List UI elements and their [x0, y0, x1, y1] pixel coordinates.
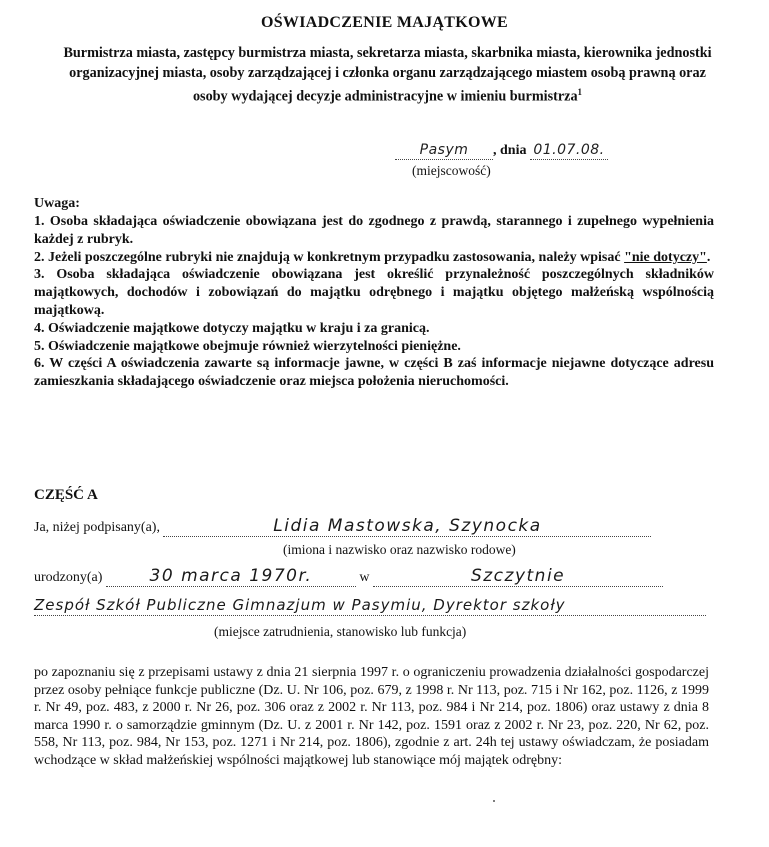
note-item-5: 5. Oświadczenie majątkowe obejmuje również wierzytelności pieniężne.	[34, 338, 461, 354]
note-item-6: 6. W części A oświadczenia zawarte są informacje jawne, w części B zaś informacje niejawne dotyczące adresu zamieszkania składającego oświadczenie oraz miejsca położenia nieruchomości.	[34, 356, 714, 390]
document-subtitle	[60, 44, 715, 107]
born-in-label: w	[359, 570, 370, 585]
name-value: Lidia Mastowska, Szynocka	[273, 516, 542, 536]
born-date-value: 30 marca 1970r.	[149, 566, 313, 586]
born-place-value: Szczytnie	[470, 566, 566, 586]
place-value: Pasym	[419, 142, 469, 158]
born-date-field	[106, 566, 356, 587]
note-item-2	[34, 249, 714, 267]
born-label: urodzony(a)	[34, 570, 103, 585]
place-caption: (miejscowość)	[412, 163, 491, 178]
employment-value: Zespół Szkół Publiczne Gimnazjum w Pasymiu, Dyrektor szkoły	[34, 596, 566, 614]
note-item-2-quoted: "nie dotyczy"	[624, 249, 707, 265]
name-label: Ja, niżej podpisany(a),	[34, 520, 160, 535]
document-title: OŚWIADCZENIE MAJĄTKOWE	[260, 14, 509, 31]
note-item-4: 4. Oświadczenie majątkowe dotyczy majątku w kraju i za granicą.	[34, 320, 430, 336]
subtitle-footnote: 1	[577, 87, 583, 97]
date-value: 01.07.08.	[533, 142, 605, 158]
employment-field	[34, 596, 706, 616]
name-row	[34, 516, 651, 537]
place-date-line	[395, 142, 608, 160]
note-item-3: 3. Osoba składająca oświadczenie obowiązana jest określić przynależność poszczególnych składników majątkowych, dochodów i zobowiązań do majątku odrębnego i majątku objętego małżeńską wspólnością majątkową.	[34, 267, 714, 318]
notes-list	[34, 213, 714, 391]
employment-row	[34, 596, 706, 616]
note-item-1: 1. Osoba składająca oświadczenie obowiązana jest do zgodnego z prawdą, starannego i zupełnego wypełnienia każdej z rubryk.	[34, 214, 714, 247]
born-place-field	[373, 566, 663, 587]
date-label: , dnia	[493, 143, 527, 158]
declaration-body	[34, 664, 709, 770]
place-field	[395, 142, 493, 160]
note-item-2-end: .	[706, 249, 711, 265]
subtitle-text: Burmistrza miasta, zastępcy burmistrza miasta, sekretarza miasta, skarbnika miasta, kierownika jednostki organizacyjnej miasta, osoby zarządzającej i członka organu zarządzającego miastem osobą prawną oraz osoby wydającej decyzje administracyjne w imieniu burmistrza	[63, 45, 712, 105]
scan-speck	[493, 800, 495, 802]
name-field	[163, 516, 651, 537]
name-caption: (imiona i nazwisko oraz nazwisko rodowe)	[283, 542, 516, 557]
declaration-paragraph: po zapoznaniu się z przepisami ustawy z dnia 21 sierpnia 1997 r. o ograniczeniu prowadzenia działalności gospodarczej przez osoby pełniące funkcje publiczne (Dz. U. Nr 106, poz. 679, z 1998 r. Nr 113, poz. 715 i Nr 162, poz. 1126, z 1999 r. Nr 49, poz. 483, z 2000 r. Nr 26, poz. 306 oraz z 2002 r. Nr 113, poz. 984 i Nr 214, poz. 1806) oraz ustawy z dnia 8 marca 1990 r. o samorządzie gminnym (Dz. U. z 2001 r. Nr 142, poz. 1591 oraz z 2002 r. Nr 23, poz. 220, Nr 62, poz. 558, Nr 113, poz. 984, Nr 153, poz. 1271 i Nr 214, poz. 1806), zgodnie z art. 24h tej ustawy oświadczam, że posiadam wchodzące w skład małżeńskiej wspólności majątkowej lub stanowiące mój majątek odrębny:	[34, 665, 709, 768]
note-item-2-text: 2. Jeżeli poszczególne rubryki nie znajdują w konkretnym przypadku zastosowania, należy wpisać	[34, 249, 621, 265]
employment-caption: (miejsce zatrudnienia, stanowisko lub funkcja)	[214, 624, 467, 639]
birth-row	[34, 566, 663, 587]
date-field	[530, 142, 608, 160]
notes-title: Uwaga:	[34, 196, 80, 211]
section-a-heading: CZĘŚĆ A	[34, 487, 98, 503]
